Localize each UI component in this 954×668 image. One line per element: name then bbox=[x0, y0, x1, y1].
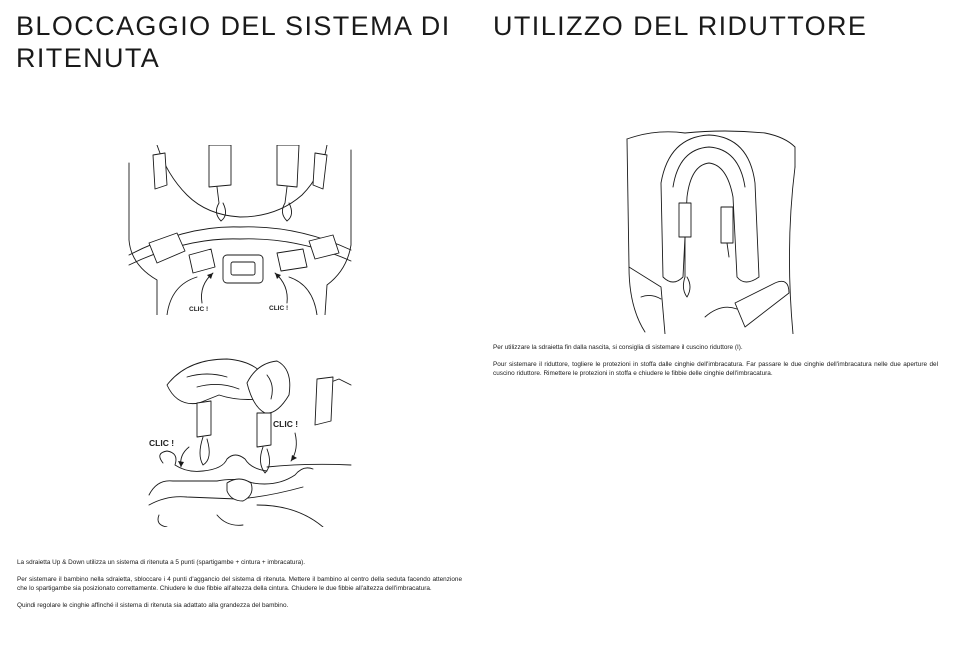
clic-label: CLIC ! bbox=[189, 306, 209, 313]
paragraph: Quindi regolare le cinghie affinché il sistema di ritenuta sia adattato alla grandezza del bambino. bbox=[17, 601, 289, 609]
harness-instructions bbox=[17, 558, 462, 617]
illustration-reducer-cushion bbox=[625, 127, 797, 334]
paragraph: Per sistemare il bambino nella sdraietta, sbloccare i 4 punti d'aggancio del sistema di ritenuta. Mettere il bambino al centro della seduta facendo attenzione che lo spartigambe sia posizionato correttamente. Chiudere le due fibbie all'altezza della cintura. Chiudere le due fibbie all'altezza dell'imbracatura. bbox=[17, 575, 462, 593]
illustration-buckle-shoulder bbox=[127, 355, 353, 527]
clic-label: CLIC ! bbox=[273, 419, 299, 429]
paragraph: Pour sistemare il riduttore, togliere le protezioni in stoffa dalle cinghie dell'imbracatura. Far passare le due cinghie dell'imbracatura nelle due aperture del cuscino riduttore. Rimettere le protezioni in stoffa e chiudere le fibbie delle cinghie dell'imbracatura. bbox=[493, 360, 938, 378]
illustration-buckle-waist bbox=[127, 145, 353, 315]
clic-label: CLIC ! bbox=[149, 438, 175, 448]
paragraph: Per utilizzare la sdraietta fin dalla nascita, si consiglia di sistemare il cuscino riduttore (I). bbox=[493, 344, 743, 351]
paragraph: La sdraietta Up & Down utilizza un sistema di ritenuta a 5 punti (spartigambe + cintura + imbracatura). bbox=[17, 559, 306, 566]
reducer-instructions bbox=[493, 343, 938, 386]
section-title-harness-lock: BLOCCAGGIO DEL SISTEMA DI RITENUTA bbox=[16, 11, 451, 73]
clic-label: CLIC ! bbox=[269, 305, 289, 312]
section-title-reducer: UTILIZZO DEL RIDUTTORE bbox=[493, 11, 868, 41]
